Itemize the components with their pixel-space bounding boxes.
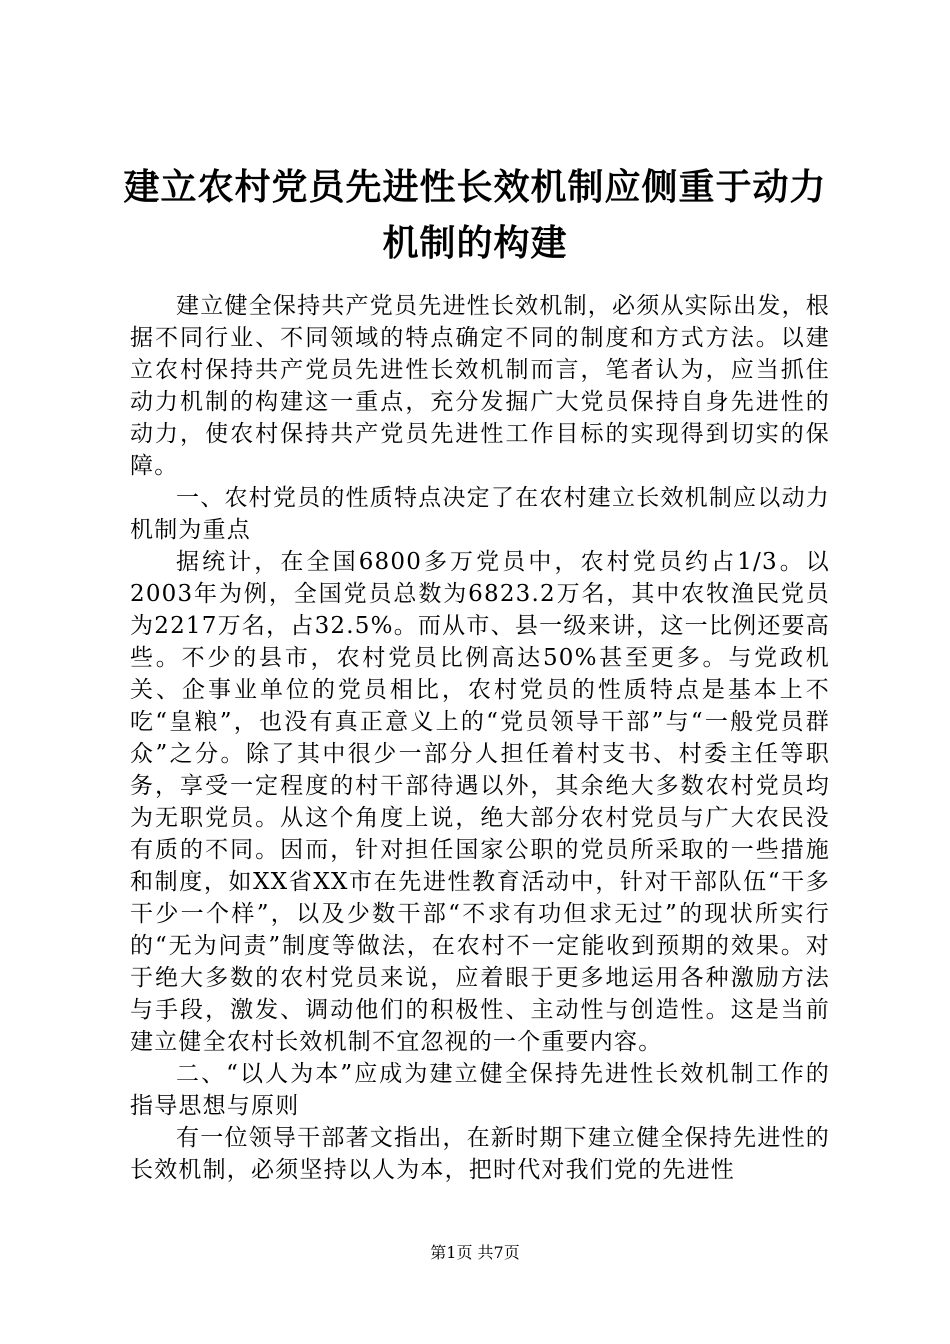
document-title: 建立农村党员先进性长效机制应侧重于动力机制的构建 (123, 167, 827, 264)
section-heading-1: 一、农村党员的性质特点决定了在农村建立长效机制应以动力机制为重点 (130, 485, 830, 543)
paragraph-statistics: 据统计，在全国6800多万党员中，农村党员约占1/3。以2003年为例，全国党员总数为6823.2万名，其中农牧渔民党员为2217万名，占32.5%。而从市、县一级来讲，这一比例还要高些。不少的县市，农村党员比例高达50%甚至更多。与党政机关、企事业单位的党员相比，农村党员的性质特点是基本上不吃“皇粮”，也没有真正意义上的“党员领导干部”与“一般党员群众”之分。除了其中很少一部分人担任着村支书、村委主任等职务，享受一定程度的村干部待遇以外，其余绝大多数农村党员均为无职党员。从这个角度上说，绝大部分农村党员与广大农民没有质的不同。因而，针对担任国家公职的党员所采取的一些措施和制度，如XX省XX市在先进性教育活动中，针对干部队伍“干多干少一个样”，以及少数干部“不求有功但求无过”的现状所实行的“无为问责”制度等做法，在农村不一定能收到预期的效果。对于绝大多数的农村党员来说，应着眼于更多地运用各种激励方法与手段，激发、调动他们的积极性、主动性与创造性。这是当前建立健全农村长效机制不宜忽视的一个重要内容。 (130, 549, 830, 1055)
paragraph-people-oriented: 有一位领导干部著文指出，在新时期下建立健全保持先进性的长效机制，必须坚持以人为本，把时代对我们党的先进性 (130, 1125, 830, 1183)
page-number-footer: 第1页 共7页 (430, 1243, 520, 1262)
paragraph-intro: 建立健全保持共产党员先进性长效机制，必须从实际出发，根据不同行业、不同领域的特点确定不同的制度和方式方法。以建立农村保持共产党员先进性长效机制而言，笔者认为，应当抓住动力机制的构建这一重点，充分发掘广大党员保持自身先进性的动力，使农村保持共产党员先进性工作目标的实现得到切实的保障。 (130, 293, 830, 479)
section-heading-2: 二、“以人为本”应成为建立健全保持先进性长效机制工作的指导思想与原则 (130, 1061, 830, 1119)
document-body (130, 290, 830, 1186)
